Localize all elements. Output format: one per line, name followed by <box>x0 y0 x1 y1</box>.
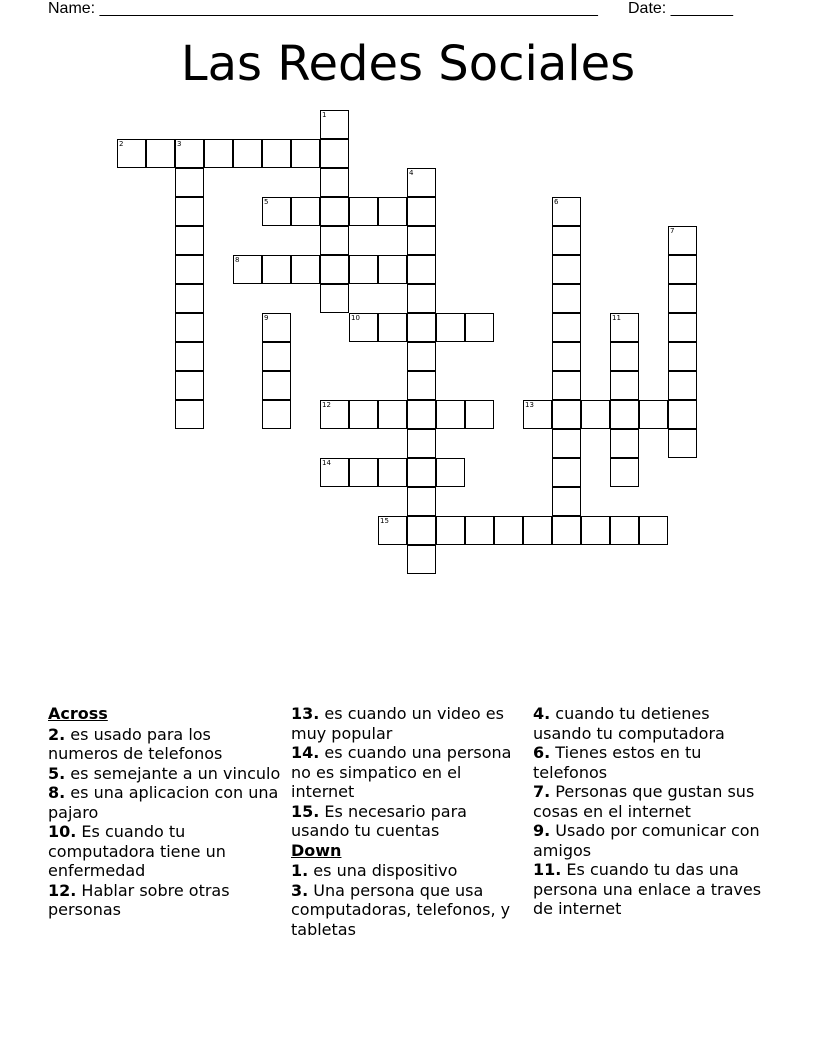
clue-number: 4 <box>409 169 414 177</box>
crossword-cell[interactable] <box>610 400 639 429</box>
crossword-cell[interactable] <box>378 516 407 545</box>
crossword-cell[interactable] <box>610 313 639 342</box>
crossword-cell[interactable] <box>610 371 639 400</box>
crossword-cell[interactable] <box>320 284 349 313</box>
clue-across-10: 10. Es cuando tu computadora tiene un enfermedad <box>48 822 226 880</box>
crossword-cell[interactable] <box>349 313 378 342</box>
crossword-cell[interactable] <box>610 458 639 487</box>
clue-number: 2 <box>119 140 124 148</box>
crossword-cell[interactable] <box>523 400 552 429</box>
clue-number: 10 <box>351 314 360 322</box>
across-heading: Across <box>48 704 108 723</box>
crossword-cell[interactable] <box>552 371 581 400</box>
crossword-cell[interactable] <box>175 197 204 226</box>
crossword-cell[interactable] <box>320 197 349 226</box>
crossword-cell[interactable] <box>378 313 407 342</box>
crossword-cell[interactable] <box>407 342 436 371</box>
clue-number: 6 <box>554 198 559 206</box>
clue-number: 7 <box>670 227 675 235</box>
crossword-cell[interactable] <box>436 458 465 487</box>
crossword-cell[interactable] <box>349 400 378 429</box>
clue-down-9: 9. Usado por comunicar con amigos <box>533 821 760 860</box>
crossword-cell[interactable] <box>262 139 291 168</box>
crossword-cell[interactable] <box>407 226 436 255</box>
crossword-cell[interactable] <box>668 284 697 313</box>
crossword-cell[interactable] <box>610 516 639 545</box>
crossword-cell[interactable] <box>291 255 320 284</box>
crossword-cell[interactable] <box>465 400 494 429</box>
crossword-cell[interactable] <box>262 371 291 400</box>
crossword-cell[interactable] <box>465 313 494 342</box>
crossword-cell[interactable] <box>233 255 262 284</box>
clue-across-15: 15. Es necesario para usando tu cuentas <box>291 801 467 840</box>
crossword-cell[interactable] <box>262 342 291 371</box>
crossword-cell[interactable] <box>262 255 291 284</box>
clue-number: 12 <box>322 401 331 409</box>
crossword-cell[interactable] <box>668 313 697 342</box>
crossword-cell[interactable] <box>552 226 581 255</box>
clue-down-11: 11. Es cuando tu das una persona una enlace a traves de internet <box>533 860 762 918</box>
crossword-cell[interactable] <box>639 516 668 545</box>
crossword-cell[interactable] <box>610 429 639 458</box>
crossword-cell[interactable] <box>378 255 407 284</box>
clue-number: 3 <box>177 140 182 148</box>
crossword-cell[interactable] <box>407 516 436 545</box>
crossword-cell[interactable] <box>320 139 349 168</box>
crossword-cell[interactable] <box>349 197 378 226</box>
crossword-cell[interactable] <box>552 313 581 342</box>
crossword-cell[interactable] <box>552 342 581 371</box>
crossword-cell[interactable] <box>175 139 204 168</box>
crossword-cell[interactable] <box>581 516 610 545</box>
crossword-cell[interactable] <box>262 313 291 342</box>
clue-number: 9 <box>264 314 269 322</box>
crossword-cell[interactable] <box>175 255 204 284</box>
crossword-cell[interactable] <box>349 255 378 284</box>
clue-across-13: 13. es cuando un video es muy popular <box>291 704 504 743</box>
clue-number: 1 <box>322 111 327 119</box>
crossword-cell[interactable] <box>378 458 407 487</box>
crossword-cell[interactable] <box>233 139 262 168</box>
crossword-cell[interactable] <box>407 284 436 313</box>
crossword-cell[interactable] <box>175 168 204 197</box>
clue-across-12: 12. Hablar sobre otras personas <box>48 880 230 919</box>
crossword-cell[interactable] <box>436 313 465 342</box>
crossword-cell[interactable] <box>320 458 349 487</box>
crossword-cell[interactable] <box>610 342 639 371</box>
crossword-cell[interactable] <box>436 516 465 545</box>
crossword-cell[interactable] <box>378 197 407 226</box>
crossword-cell[interactable] <box>552 284 581 313</box>
crossword-cell[interactable] <box>552 516 581 545</box>
crossword-cell[interactable] <box>552 255 581 284</box>
clues-column-2 <box>291 704 526 939</box>
crossword-cell[interactable] <box>407 168 436 197</box>
crossword-cell[interactable] <box>552 487 581 516</box>
crossword-cell[interactable] <box>175 284 204 313</box>
crossword-cell[interactable] <box>291 139 320 168</box>
crossword-cell[interactable] <box>291 197 320 226</box>
crossword-cell[interactable] <box>407 429 436 458</box>
crossword-cell[interactable] <box>465 516 494 545</box>
crossword-cell[interactable] <box>581 400 610 429</box>
crossword-cell[interactable] <box>552 458 581 487</box>
crossword-cell[interactable] <box>494 516 523 545</box>
name-label: Name: ________________________________________________________ <box>48 0 598 17</box>
clue-number: 5 <box>264 198 269 206</box>
clue-down-3: 3. Una persona que usa computadoras, telefonos, y tabletas <box>291 880 511 939</box>
clue-across-5: 5. es semejante a un vinculo <box>48 763 281 783</box>
crossword-cell[interactable] <box>639 400 668 429</box>
clue-across-8: 8. es una aplicacion con una pajaro <box>48 783 279 822</box>
crossword-cell[interactable] <box>407 371 436 400</box>
crossword-cell[interactable] <box>668 255 697 284</box>
clue-down-4: 4. cuando tu detienes usando tu computadora <box>533 704 725 743</box>
crossword-cell[interactable] <box>407 197 436 226</box>
crossword-cell[interactable] <box>407 400 436 429</box>
crossword-cell[interactable] <box>262 400 291 429</box>
crossword-cell[interactable] <box>407 545 436 574</box>
clues-column-3 <box>533 704 773 919</box>
date-label: Date: _______ <box>628 0 733 17</box>
down-heading: Down <box>291 840 342 860</box>
crossword-cell[interactable] <box>552 429 581 458</box>
clue-number: 15 <box>380 517 389 525</box>
page-title: Las Redes Sociales <box>180 36 636 92</box>
crossword-cell[interactable] <box>407 458 436 487</box>
clue-across-2: 2. es usado para los numeros de telefonos <box>48 724 223 763</box>
clue-down-7: 7. Personas que gustan sus cosas en el internet <box>533 782 755 821</box>
clue-number: 14 <box>322 459 331 467</box>
clue-down-1: 1. es una dispositivo <box>291 861 458 880</box>
crossword-cell[interactable] <box>175 371 204 400</box>
clue-down-6: 6. Tienes estos en tu telefonos <box>533 743 702 782</box>
crossword-cell[interactable] <box>117 139 146 168</box>
crossword-cell[interactable] <box>320 400 349 429</box>
clue-number: 13 <box>525 401 534 409</box>
crossword-cell[interactable] <box>668 371 697 400</box>
crossword-cell[interactable] <box>146 139 175 168</box>
crossword-cell[interactable] <box>175 400 204 429</box>
crossword-cell[interactable] <box>523 516 552 545</box>
crossword-cell[interactable] <box>378 400 407 429</box>
crossword-cell[interactable] <box>668 400 697 429</box>
crossword-cell[interactable] <box>349 458 378 487</box>
crossword-cell[interactable] <box>175 313 204 342</box>
crossword-cell[interactable] <box>668 226 697 255</box>
crossword-cell[interactable] <box>407 255 436 284</box>
crossword-cell[interactable] <box>175 226 204 255</box>
crossword-cell[interactable] <box>668 342 697 371</box>
crossword-cell[interactable] <box>407 487 436 516</box>
crossword-cell[interactable] <box>204 139 233 168</box>
crossword-cell[interactable] <box>436 400 465 429</box>
crossword-cell[interactable] <box>552 400 581 429</box>
crossword-cell[interactable] <box>407 313 436 342</box>
crossword-cell[interactable] <box>320 110 349 139</box>
crossword-cell[interactable] <box>668 429 697 458</box>
clue-number: 8 <box>235 256 240 264</box>
crossword-cell[interactable] <box>175 342 204 371</box>
clues-column-1 <box>48 704 283 920</box>
clue-across-14: 14. es cuando una persona no es simpatico en el internet <box>291 743 512 801</box>
crossword-cell[interactable] <box>320 255 349 284</box>
clue-number: 11 <box>612 314 621 322</box>
crossword-cell[interactable] <box>320 168 349 197</box>
crossword-cell[interactable] <box>552 197 581 226</box>
crossword-cell[interactable] <box>262 197 291 226</box>
crossword-cell[interactable] <box>320 226 349 255</box>
